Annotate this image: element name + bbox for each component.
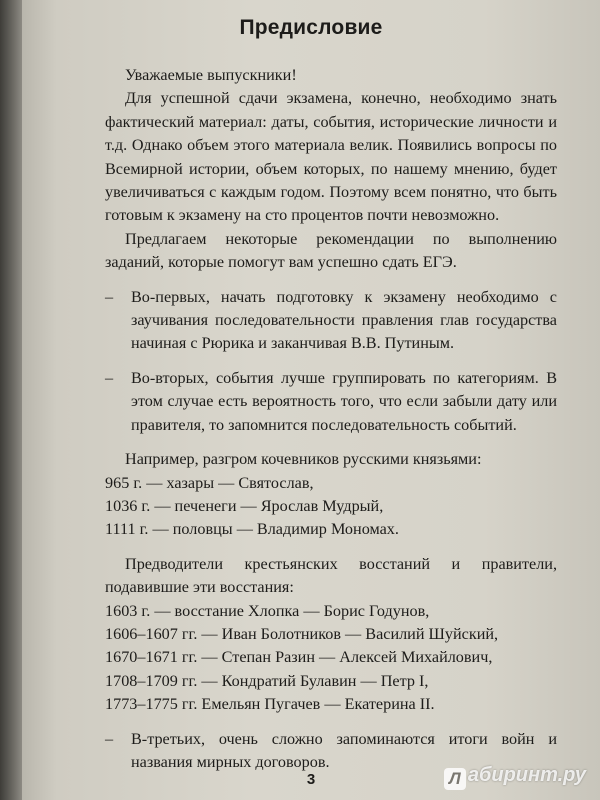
bullet-dash: – bbox=[105, 287, 114, 306]
uprisings-line: 1708–1709 гг. — Кондратий Булавин — Петр I, bbox=[105, 671, 429, 690]
nomads-line: 1036 г. — печенеги — Ярослав Мудрый, bbox=[105, 496, 384, 515]
uprisings-line: 1603 г. — восстание Хлопка — Борис Годунов, bbox=[105, 601, 430, 620]
bullet-item-second bbox=[105, 367, 557, 437]
nomads-line: 965 г. — хазары — Святослав, bbox=[105, 473, 314, 492]
bullet-text: Во-вторых, события лучше группировать по категориям. В этом случае есть вероятность того, что если забыли дату или правителя, то запомнится последовательность событий. bbox=[131, 368, 557, 434]
bullet-dash: – bbox=[105, 368, 114, 387]
intro-paragraph: Для успешной сдачи экзамена, конечно, необходимо знать фактический материал: даты, события, исторические личности и т.д. Однако объем этого материала велик. Появились вопросы по Всемирной истории, объем которых, по нашему мнению, будет увеличиваться с каждым годом. Поэтому всем понятно, что быть готовым к экзамену на сто процентов почти невозможно. bbox=[105, 89, 557, 225]
uprisings-line: 1670–1671 гг. — Степан Разин — Алексей Михайлович, bbox=[105, 648, 493, 667]
recommendations-paragraph: Предлагаем некоторые рекомендации по выполнению заданий, которые помогут вам успешно сдать ЕГЭ. bbox=[105, 229, 557, 272]
book-spine-edge bbox=[0, 0, 22, 800]
page-heading: Предисловие bbox=[239, 16, 383, 39]
book-page bbox=[22, 0, 600, 800]
bullet-text: В-третьих, очень сложно запоминаются итоги войн и названия мирных договоров. bbox=[131, 729, 557, 771]
body-text bbox=[105, 64, 557, 774]
bullet-text: Во-первых, начать подготовку к экзамену необходимо с заучивания последовательности правления глав государства начиная с Рюрика и заканчивая В.В. Путиным. bbox=[131, 287, 557, 353]
watermark-text: абиринт.ру bbox=[467, 764, 586, 786]
uprisings-line: 1606–1607 гг. — Иван Болотников — Василий Шуйский, bbox=[105, 624, 499, 643]
labirint-watermark bbox=[444, 764, 586, 790]
nomads-example-intro: Например, разгром кочевников русскими князьями: bbox=[125, 450, 482, 469]
uprisings-example-intro: Предводители крестьянских восстаний и правители, подавившие эти восстания: bbox=[105, 554, 557, 597]
nomads-line: 1111 г. — половцы — Владимир Мономах. bbox=[105, 520, 399, 539]
greeting: Уважаемые выпускники! bbox=[125, 66, 297, 84]
labirint-logo-icon: Л bbox=[444, 768, 466, 790]
bullet-dash: – bbox=[105, 729, 114, 748]
uprisings-line: 1773–1775 гг. Емельян Пугачев — Екатерина II. bbox=[105, 695, 435, 714]
bullet-item-first bbox=[105, 286, 557, 356]
page-number: 3 bbox=[306, 771, 316, 788]
